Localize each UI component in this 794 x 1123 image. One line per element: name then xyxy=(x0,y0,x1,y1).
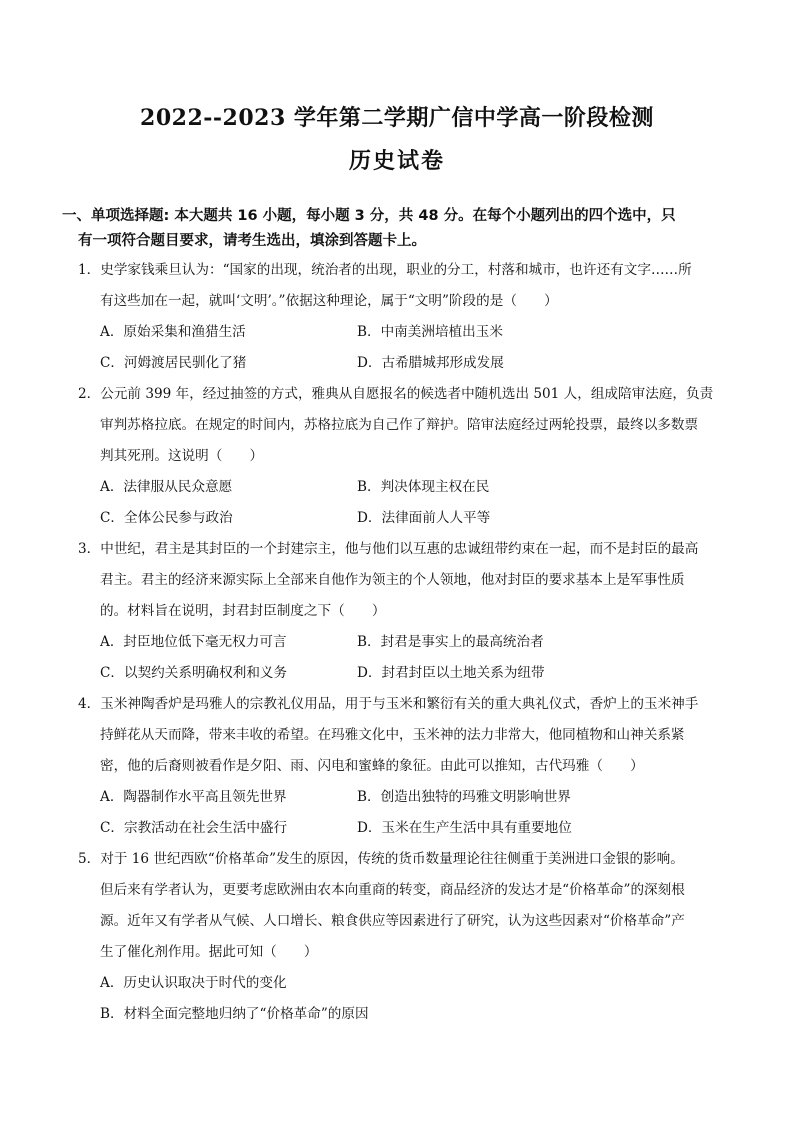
question-3 xyxy=(78,534,728,689)
question-options xyxy=(78,472,728,534)
question-stem-line: 君主。君主的经济来源实际上全部来自他作为领主的个人领地，他对封臣的要求基本上是军事性质 xyxy=(100,572,685,588)
question-stem-line: 审判苏格拉底。在规定的时间内，苏格拉底为自己作了辩护。陪审法庭经过两轮投票，最终以多数票 xyxy=(100,417,699,433)
question-stem-line: 有这些加在一起，就叫‘文明’。”依据这种理论，属于“文明”阶段的是（ ） xyxy=(100,293,558,309)
question-stem-line: 4．玉米神陶香炉是玛雅人的宗教礼仪用品，用于与玉米和繁衍有关的重大典礼仪式，香炉上的玉米神手 xyxy=(78,696,699,712)
exam-title: 2022--2023 学年第二学期广信中学高一阶段检测 xyxy=(140,105,654,131)
question-stem-line: 2．公元前 399 年，经过抽签的方式，雅典从自愿报名的候选者中随机选出 501 人，组成陪审法庭，负责 xyxy=(78,386,714,402)
question-stem-line: 3．中世纪，君主是其封臣的一个封建宗主，他与他们以互惠的忠诚纽带约束在一起，而不是封臣的最高 xyxy=(78,541,699,557)
question-options xyxy=(78,627,728,689)
question-2 xyxy=(78,379,728,534)
option-d[interactable]: D．玉米在生产生活中具有重要地位 xyxy=(357,820,572,836)
section-line-1 xyxy=(62,204,742,229)
question-stem-line: 但后来有学者认为，更要考虑欧洲由农本向重商的转变，商品经济的发达才是“价格革命”的深刻根 xyxy=(100,882,685,898)
option-d[interactable]: D．古希腊城邦形成发展 xyxy=(357,355,504,371)
question-stem-line: 源。近年又有学者从气候、人口增长、粮食供应等因素进行了研究，认为这些因素对“价格革命”产 xyxy=(100,913,685,929)
section-number: 一、 xyxy=(62,208,91,224)
question-options xyxy=(78,782,728,844)
question-5 xyxy=(78,844,728,1030)
option-a[interactable]: A．陶器制作水平高且领先世界 xyxy=(100,789,287,805)
option-b[interactable]: B．中南美洲培植出玉米 xyxy=(357,324,503,340)
question-1 xyxy=(78,255,728,379)
question-stem-line: 1．史学家钱乘旦认为：“国家的出现，统治者的出现，职业的分工，村落和城市，也许还有文字……所 xyxy=(78,262,692,278)
question-stem-line: 密，他的后裔则被看作是夕阳、雨、闪电和蜜蜂的象征。由此可以推知，古代玛雅（ ） xyxy=(100,758,644,774)
section-line-2: 有一项符合题目要求，请考生选出，填涂到答题卡上。 xyxy=(78,233,426,249)
option-a[interactable]: A．封臣地位低下毫无权力可言 xyxy=(100,634,287,650)
section-text-1: 单项选择题: 本大题共 16 小题，每小题 3 分，共 48 分。在每个小题列出的四个选中，只 xyxy=(91,208,676,224)
question-4 xyxy=(78,689,728,844)
option-d[interactable]: D．法律面前人人平等 xyxy=(357,510,491,526)
option-b[interactable]: B．材料全面完整地归纳了“价格革命”的原因 xyxy=(100,1006,369,1022)
question-list xyxy=(78,255,728,1030)
option-a[interactable]: A．法律服从民众意愿 xyxy=(100,479,233,495)
section-instructions xyxy=(62,204,742,254)
question-stem-line: 持鲜花从天而降，带来丰收的希望。在玛雅文化中，玉米神的法力非常大，他同植物和山神关系紧 xyxy=(100,727,685,743)
question-stem-line: 的。材料旨在说明，封君封臣制度之下（ ） xyxy=(100,603,386,619)
question-options xyxy=(78,968,728,1030)
option-d[interactable]: D．封君封臣以土地关系为纽带 xyxy=(357,665,545,681)
question-stem-line: 5．对于 16 世纪西欧“价格革命”发生的原因，传统的货币数量理论往往侧重于美洲进口金银的影响。 xyxy=(78,851,684,867)
question-options xyxy=(78,317,728,379)
exam-subtitle: 历史试卷 xyxy=(348,148,445,174)
question-stem-line: 判其死刑。这说明（ ） xyxy=(100,448,264,464)
option-b[interactable]: B．判决体现主权在民 xyxy=(357,479,490,495)
option-c[interactable]: C．宗教活动在社会生活中盛行 xyxy=(100,820,288,836)
option-b[interactable]: B．创造出独特的玛雅文明影响世界 xyxy=(357,789,571,805)
option-a[interactable]: A．原始采集和渔猎生活 xyxy=(100,324,246,340)
question-stem-line: 生了催化剂作用。据此可知（ ） xyxy=(100,944,318,960)
option-b[interactable]: B．封君是事实上的最高统治者 xyxy=(357,634,544,650)
option-c[interactable]: C．全体公民参与政治 xyxy=(100,510,233,526)
option-c[interactable]: C．以契约关系明确权利和义务 xyxy=(100,665,288,681)
option-c[interactable]: C．河姆渡居民驯化了猪 xyxy=(100,355,247,371)
option-a[interactable]: A．历史认识取决于时代的变化 xyxy=(100,975,287,991)
